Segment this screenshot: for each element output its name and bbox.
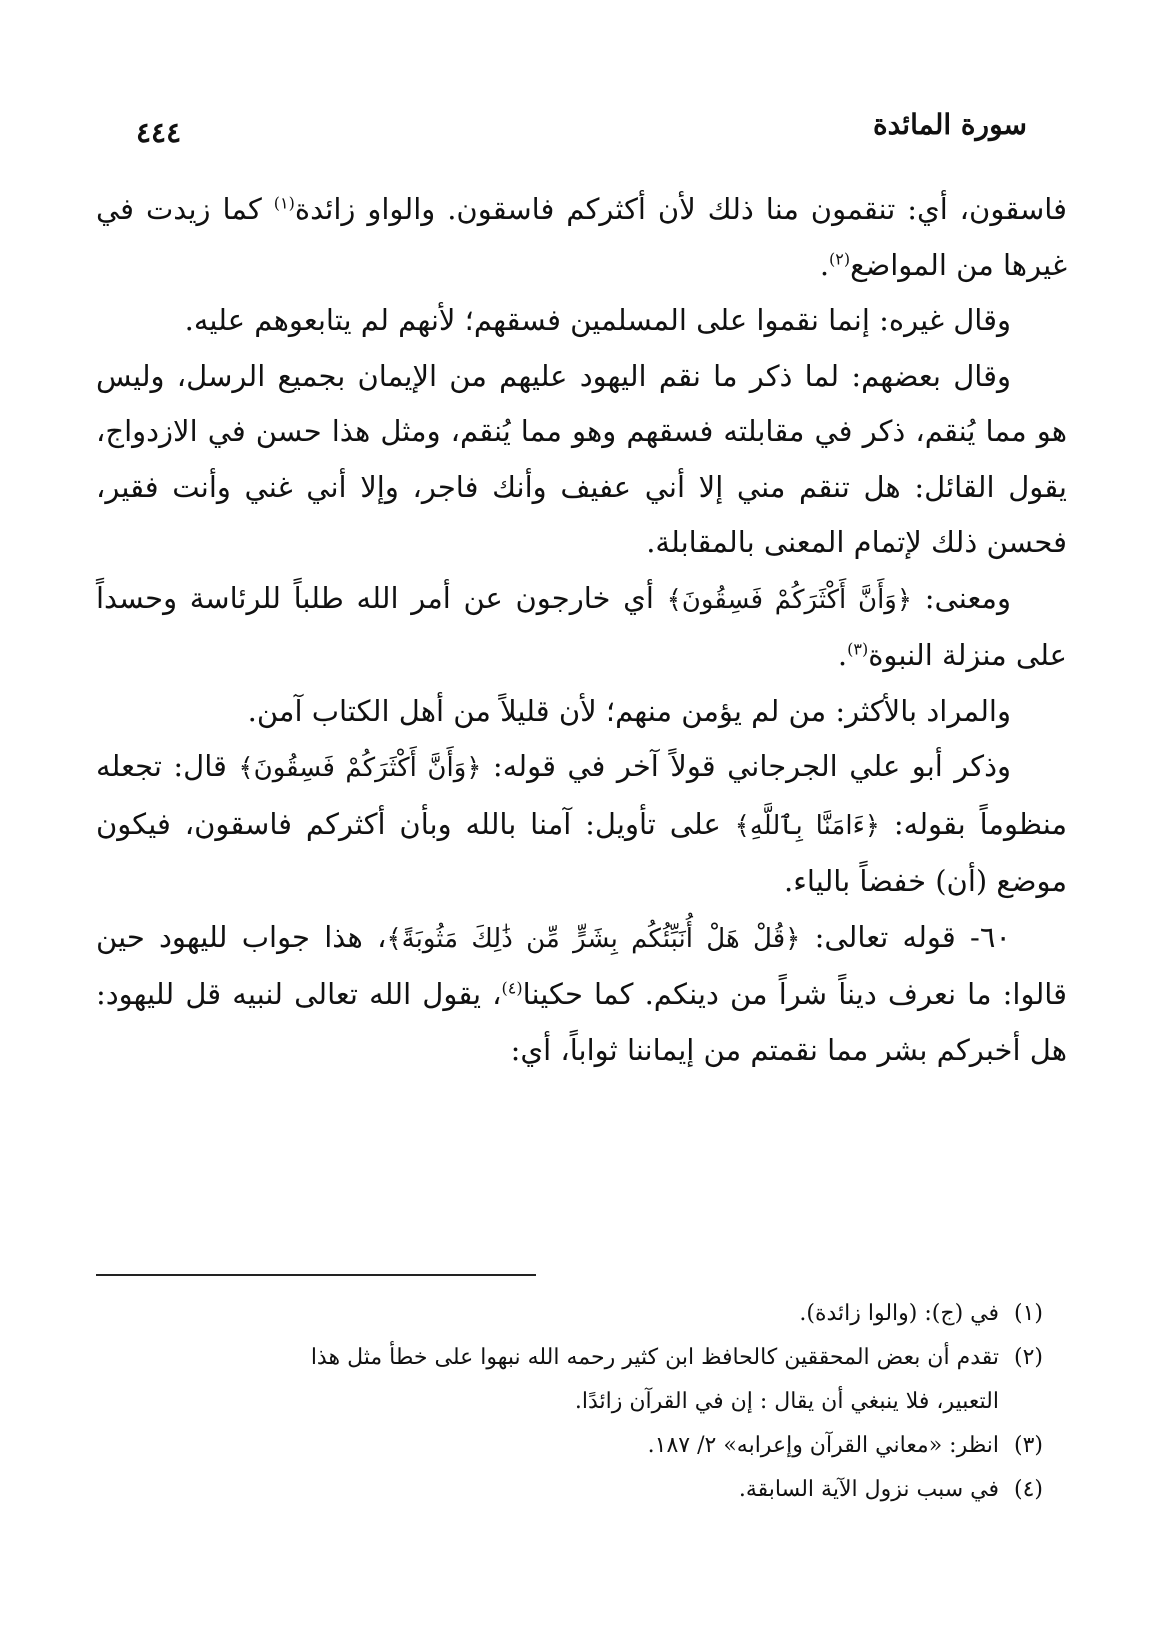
footnote-number: (٣) (1013, 1433, 1043, 1458)
footnotes (96, 1292, 1043, 1512)
footnote-number: (٤) (1013, 1477, 1043, 1502)
text-run: ومعنى: (912, 580, 1011, 615)
footnote-2-continued: التعبير، فلا ينبغي أن يقال : إن في القرآن زائدًا. (574, 1389, 999, 1414)
text-run: فاسقون، أي: تنقمون منا ذلك لأن أكثركم فاسقون. والواو زائدة (294, 192, 1067, 226)
paragraph-5: والمراد بالأكثر: من لم يؤمن منهم؛ لأن قليلاً من أهل الكتاب آمن. (247, 693, 1011, 728)
paragraph-6 (96, 739, 1067, 910)
text-run: ، يقول الله تعالى لنبيه قل لليهود: هل أخبركم بشر مما نقمتم من إيماننا ثواباً، أي: (96, 977, 1067, 1067)
footnote-4 (96, 1468, 1043, 1512)
footnote-3 (96, 1424, 1043, 1468)
text-run: قال: تجعله منظوماً بقوله: (96, 749, 1067, 841)
paragraph-3: وقال بعضهم: لما ذكر ما نقم اليهود عليهم من الإيمان بجميع الرسل، وليس هو مما يُنقم، ذكر في مقابلته فسقهم وهو مما يُنقم، ومثل هذا حسن في الازدواج، يقول القائل: هل تنقم مني إلا أني عفيف وأنك فاجر، وإلا أني غني وأنت فقير، فحسن ذلك لإتمام المعنى بالمقابلة. (96, 358, 1067, 559)
footnote-text: في سبب نزول الآية السابقة. (738, 1477, 999, 1502)
page-number: ٤٤٤ (136, 116, 182, 149)
text-run: . (819, 247, 830, 282)
paragraph-7 (96, 910, 1067, 1079)
paragraph-4 (96, 571, 1067, 684)
footnote-1 (96, 1292, 1043, 1336)
footnote-number: (٢) (1013, 1345, 1043, 1370)
footnote-ref-2[interactable]: (٢) (829, 248, 851, 268)
page-header (136, 108, 1027, 158)
main-text (96, 182, 1067, 1078)
quran-verse: ﴿قُلْ هَلْ أُنَبِّئُكُم بِشَرٍّ مِّن ذَٰلِكَ مَثُوبَةً﴾ (386, 923, 801, 954)
paragraph-1 (96, 182, 1067, 293)
text-run: ، هذا جواب لليهود حين قالوا: ما نعرف ديناً شراً من دينكم. كما حكينا (96, 919, 1067, 1011)
text-run: على تأويل: آمنا بالله وبأن أكثركم فاسقون، فيكون موضع (أن) خفضاً بالياء. (96, 806, 1067, 898)
text-run: . (837, 638, 848, 672)
footnote-ref-3[interactable]: (٣) (847, 639, 869, 659)
paragraph-2: وقال غيره: إنما نقموا على المسلمين فسقهم؛ لأنهم لم يتابعوهم عليه. (184, 303, 1011, 337)
surah-title: سورة المائدة (872, 108, 1027, 141)
footnote-text: في (ج): (والوا زائدة). (799, 1301, 999, 1326)
text-run: أي خارجون عن أمر الله طلباً للرئاسة وحسداً على منزلة النبوة (96, 580, 1067, 672)
quran-verse: ﴿ءَامَنَّا بِٱللَّهِ﴾ (734, 810, 881, 841)
text-run: وذكر أبو علي الجرجاني قولاً آخر في قوله: (481, 749, 1011, 783)
footnote-ref-1[interactable]: (١) (273, 193, 295, 213)
footnote-text: تقدم أن بعض المحققين كالحافظ ابن كثير رحمه الله نبهوا على خطأ مثل هذا (310, 1345, 999, 1370)
footnote-number: (١) (1013, 1301, 1043, 1326)
footnote-divider (96, 1274, 536, 1276)
quran-verse: ﴿وَأَنَّ أَكْثَرَكُمْ فَسِقُونَ﴾ (238, 753, 482, 783)
text-run: كما زيدت في غيرها من المواضع (96, 192, 1067, 282)
text-run: ٦٠- قوله تعالى: (800, 919, 1011, 954)
footnote-2 (96, 1336, 1043, 1380)
footnote-ref-4[interactable]: (٤) (501, 978, 523, 998)
quran-verse: ﴿وَأَنَّ أَكْثَرَكُمْ فَسِقُونَ﴾ (666, 584, 913, 615)
footnote-text: انظر: «معاني القرآن وإعرابه» ٢/ ١٨٧. (647, 1433, 999, 1458)
